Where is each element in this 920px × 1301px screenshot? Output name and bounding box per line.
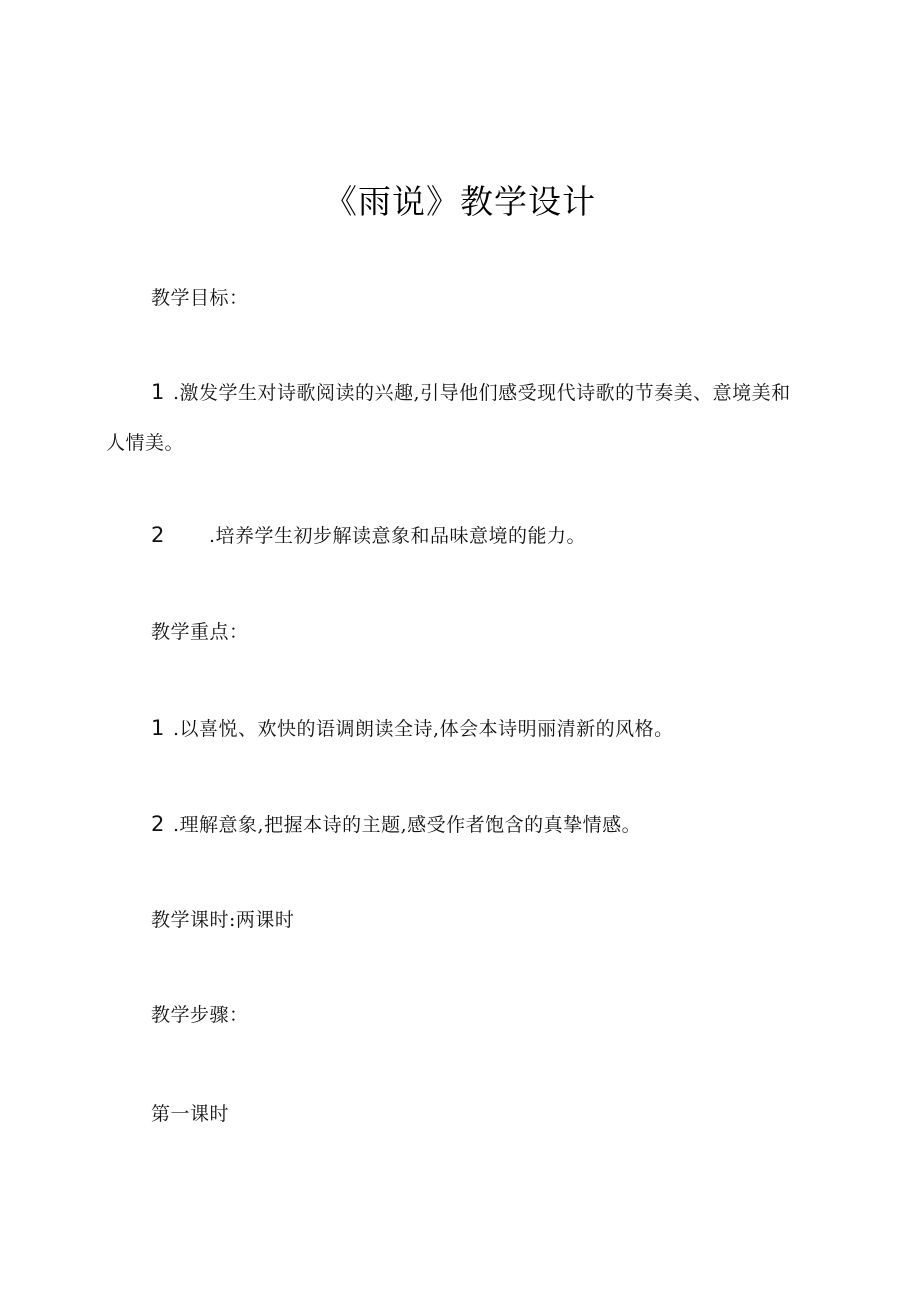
objective-item-1-number: 1 bbox=[151, 380, 165, 404]
steps-heading: 教学步骤： bbox=[151, 1004, 249, 1026]
key-point-item-2-number: 2 bbox=[151, 812, 165, 836]
objective-item-2 bbox=[151, 520, 586, 551]
objective-item-1-text: .激发学生对诗歌阅读的兴趣,引导他们感受现代诗歌的节奏美、意境美和 bbox=[173, 382, 791, 404]
objective-item-2-number: 2 bbox=[151, 523, 165, 547]
key-point-item-1-text: .以喜悦、欢快的语调朗读全诗,体会本诗明丽清新的风格。 bbox=[173, 718, 674, 740]
objective-item-1-line-1 bbox=[151, 377, 791, 408]
objective-item-2-text: .培养学生初步解读意象和品味意境的能力。 bbox=[209, 525, 587, 547]
key-point-item-2 bbox=[151, 809, 641, 840]
key-point-item-2-text: .理解意象,把握本诗的主题,感受作者饱含的真挚情感。 bbox=[173, 814, 642, 836]
class-hours: 教学课时:两课时 bbox=[151, 909, 295, 931]
key-point-item-1 bbox=[151, 713, 674, 744]
lesson-one-heading: 第一课时 bbox=[151, 1103, 230, 1125]
key-point-item-1-number: 1 bbox=[151, 716, 165, 740]
objective-item-1-line-2: 人情美。 bbox=[106, 432, 185, 454]
objectives-heading: 教学目标： bbox=[151, 287, 249, 309]
key-points-heading: 教学重点： bbox=[151, 621, 249, 643]
document-title: 《雨说》教学设计 bbox=[324, 182, 596, 221]
